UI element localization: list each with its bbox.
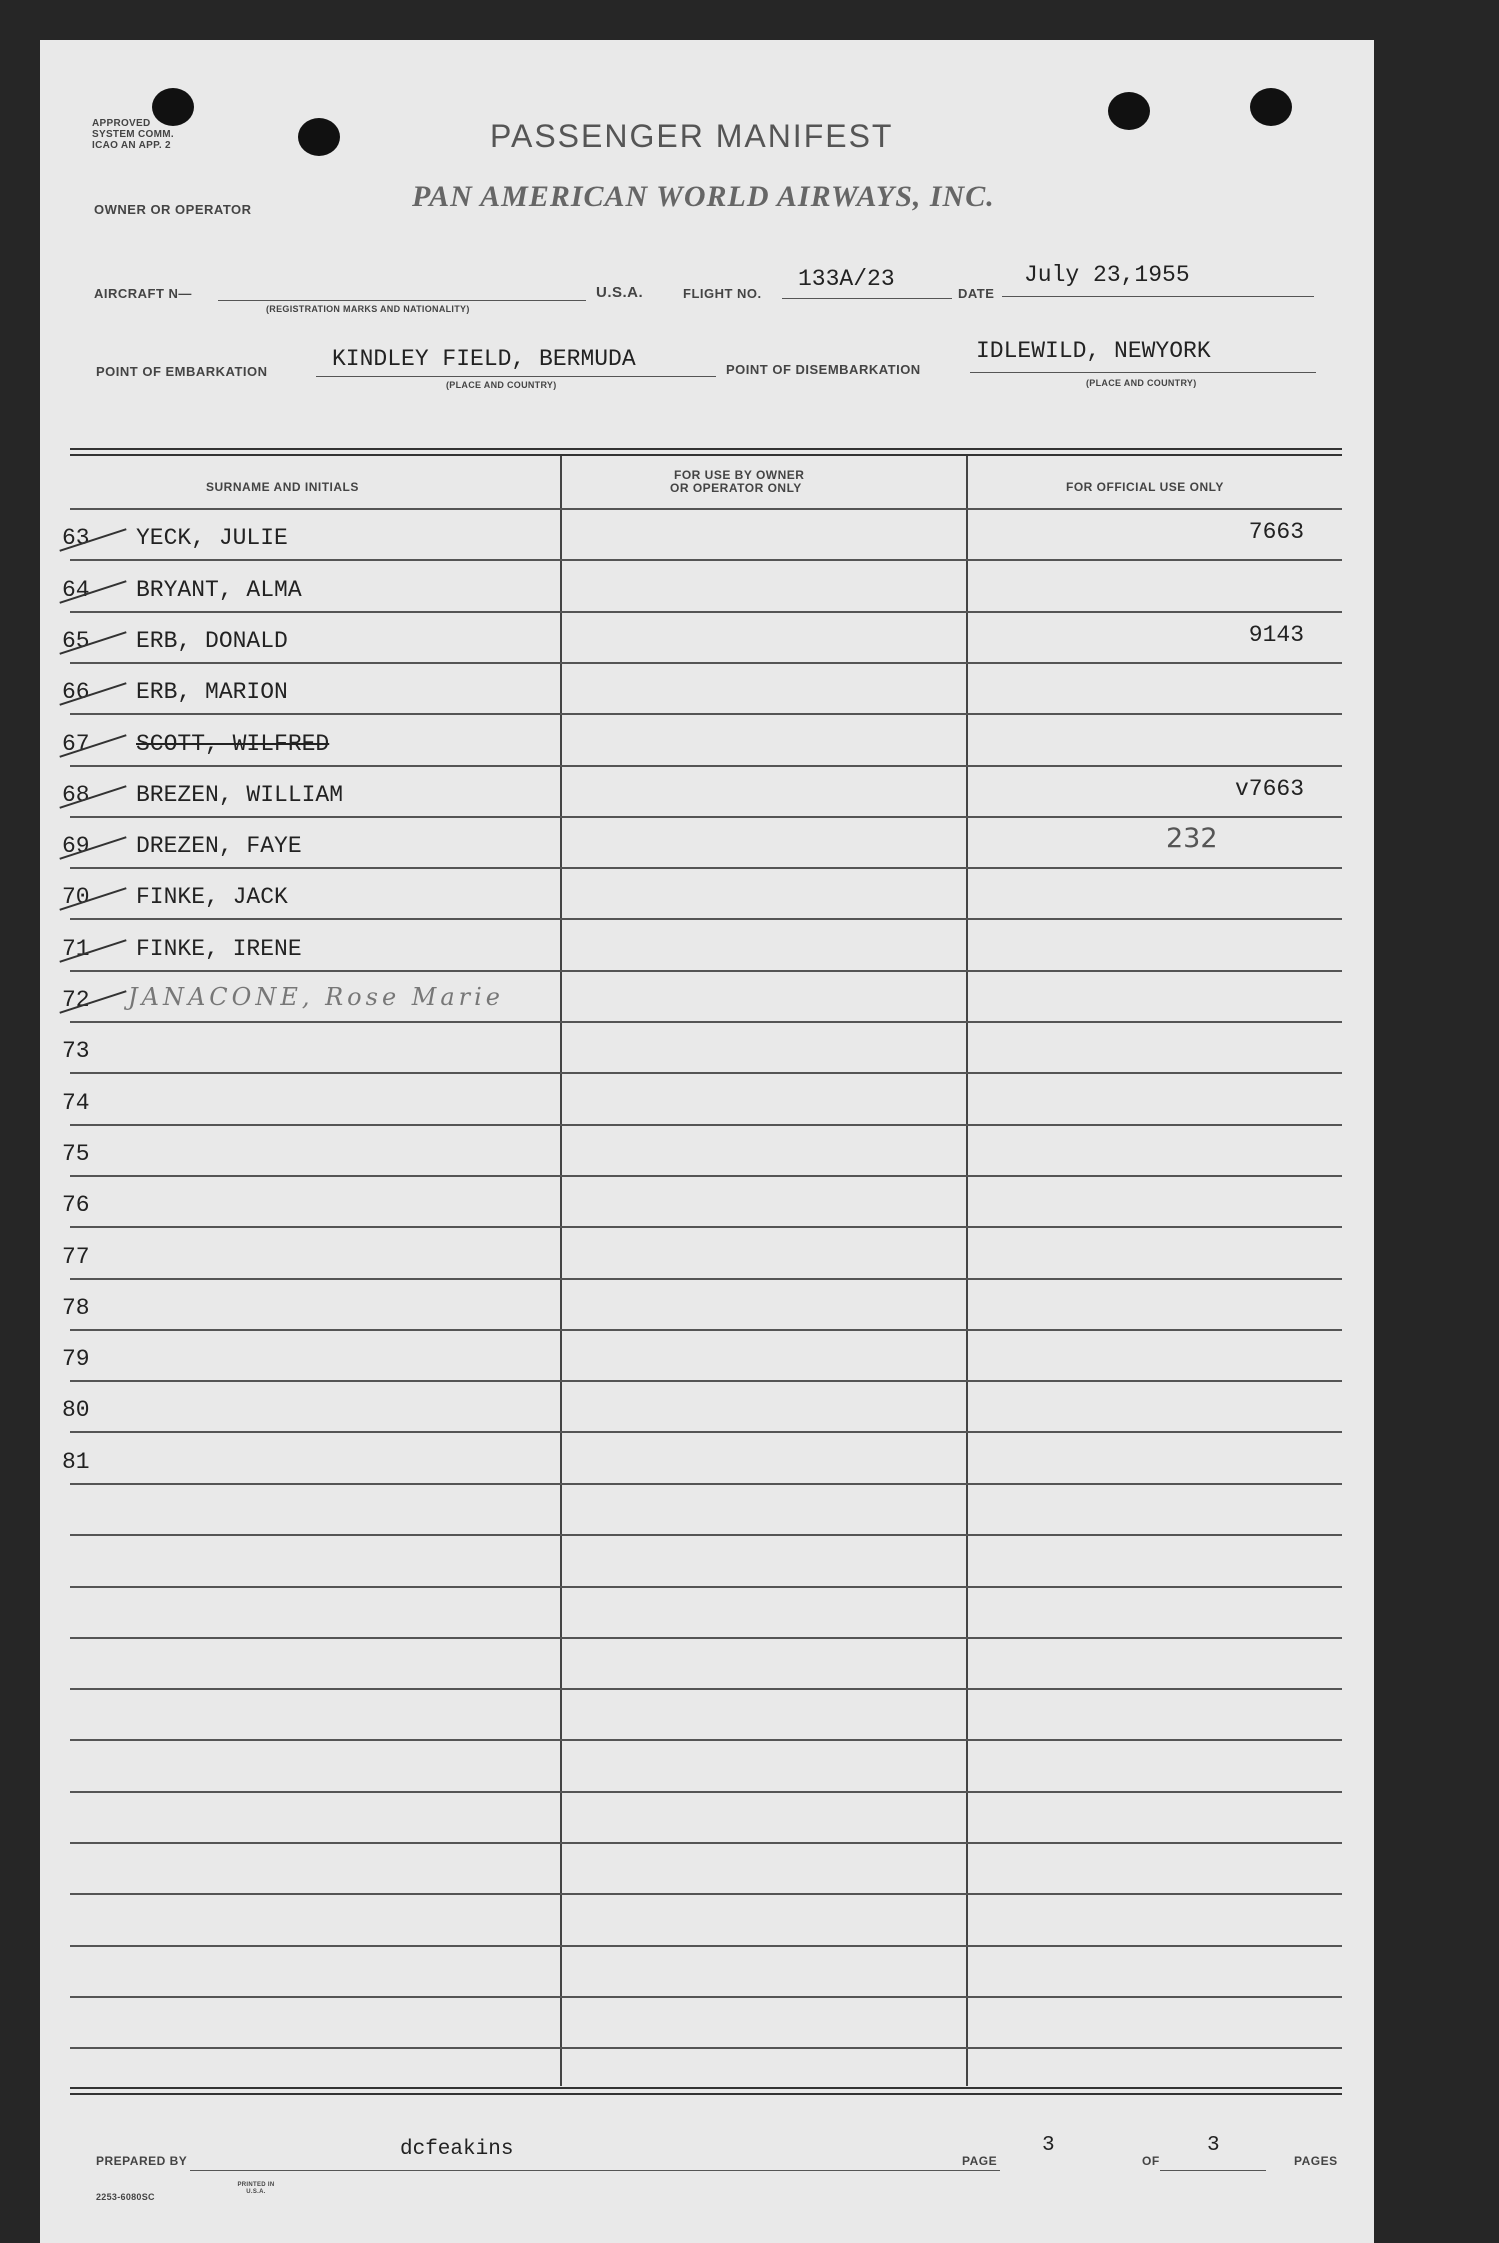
flight-date: July 23,1955 [1024, 262, 1190, 288]
passenger-name: FINKE, JACK [136, 884, 288, 910]
row-number: 65 [62, 628, 90, 654]
row-line [70, 765, 1342, 767]
flight-no-label: FLIGHT NO. [683, 286, 762, 301]
blank-row-line [70, 1893, 1342, 1895]
table-bottom-rule [70, 2087, 1342, 2089]
official-value: 7663 [1248, 519, 1304, 545]
row-number: 69 [62, 833, 90, 859]
header-line [70, 508, 1342, 510]
aircraft-line [218, 300, 586, 301]
row-line [70, 867, 1342, 869]
blank-row-line [70, 1688, 1342, 1690]
disembarkation-caption: (PLACE AND COUNTRY) [1086, 378, 1197, 388]
row-line [70, 611, 1342, 613]
row-number: 64 [62, 577, 90, 603]
passenger-name: DREZEN, FAYE [136, 833, 302, 859]
passenger-name: FINKE, IRENE [136, 936, 302, 962]
row-number: 73 [62, 1038, 90, 1064]
registration-caption: (REGISTRATION MARKS AND NATIONALITY) [266, 304, 470, 314]
surname-column-header: SURNAME AND INITIALS [206, 480, 359, 494]
punch-hole [1108, 92, 1150, 130]
passenger-name: ERB, MARION [136, 679, 288, 705]
row-number: 77 [62, 1244, 90, 1270]
flight-line [782, 298, 952, 299]
row-number: 75 [62, 1141, 90, 1167]
row-number: 68 [62, 782, 90, 808]
row-line [70, 713, 1342, 715]
passenger-name: SCOTT, WILFRED [136, 731, 330, 757]
aircraft-label: AIRCRAFT N— [94, 286, 192, 301]
passenger-name: JANACONE, Rose Marie [128, 983, 505, 1011]
date-line [1002, 296, 1314, 297]
row-line [70, 1021, 1342, 1023]
row-number: 67 [62, 731, 90, 757]
passenger-name: BRYANT, ALMA [136, 577, 302, 603]
row-line [70, 1226, 1342, 1228]
row-line [70, 1329, 1342, 1331]
row-number: 81 [62, 1449, 90, 1475]
page-number: 3 [1042, 2134, 1055, 2157]
blank-row-line [70, 1791, 1342, 1793]
approved-line: SYSTEM COMM. [92, 129, 174, 140]
disembarkation-label: POINT OF DISEMBARKATION [726, 362, 921, 377]
row-number: 79 [62, 1346, 90, 1372]
passenger-name: YECK, JULIE [136, 525, 288, 551]
blank-row-line [70, 1586, 1342, 1588]
owner-label: OWNER OR OPERATOR [94, 202, 252, 217]
passenger-name: BREZEN, WILLIAM [136, 782, 344, 808]
row-line [70, 1124, 1342, 1126]
blank-row-line [70, 1739, 1342, 1741]
blank-row-line [70, 1534, 1342, 1536]
punch-hole [298, 118, 340, 156]
embarkation-value: KINDLEY FIELD, BERMUDA [332, 346, 636, 372]
page-label: PAGE [962, 2154, 998, 2168]
printed-mark: PRINTED IN U.S.A. [237, 2182, 275, 2195]
embarkation-line [316, 376, 716, 377]
row-line [70, 662, 1342, 664]
document-title: PASSENGER MANIFEST [490, 118, 894, 154]
usa-label: U.S.A. [596, 284, 644, 301]
flight-number: 133A/23 [798, 266, 895, 292]
approved-block [92, 118, 174, 151]
row-line [70, 1278, 1342, 1280]
row-number: 63 [62, 525, 90, 551]
embarkation-caption: (PLACE AND COUNTRY) [446, 380, 557, 390]
row-number: 78 [62, 1295, 90, 1321]
official-value: 232 [1166, 823, 1218, 854]
of-label: OF [1142, 2154, 1160, 2168]
disembarkation-value: IDLEWILD, NEWYORK [976, 338, 1211, 364]
row-line [70, 1431, 1342, 1433]
row-line [70, 1483, 1342, 1485]
blank-row-line [70, 1637, 1342, 1639]
pages-label: PAGES [1294, 2154, 1338, 2168]
table-bottom-rule [70, 2093, 1342, 2095]
date-label: DATE [958, 286, 995, 301]
row-number: 70 [62, 884, 90, 910]
embarkation-label: POINT OF EMBARKATION [96, 364, 268, 379]
row-line [70, 1380, 1342, 1382]
owner-use-header: FOR USE BY OWNER [674, 468, 805, 482]
row-line [70, 918, 1342, 920]
row-number: 80 [62, 1397, 90, 1423]
blank-row-line [70, 1996, 1342, 1998]
prepared-by: dcfeakins [400, 2138, 514, 2161]
row-line [70, 1175, 1342, 1177]
company-name: PAN AMERICAN WORLD AIRWAYS, INC. [412, 180, 995, 213]
row-line [70, 559, 1342, 561]
official-use-header: FOR OFFICIAL USE ONLY [1066, 480, 1224, 494]
owner-use-header: OR OPERATOR ONLY [670, 481, 802, 495]
official-value: v7663 [1234, 776, 1304, 802]
disembarkation-line [970, 372, 1316, 373]
total-pages: 3 [1207, 2134, 1220, 2157]
punch-hole [1250, 88, 1292, 126]
blank-row-line [70, 2047, 1342, 2049]
row-number: 76 [62, 1192, 90, 1218]
row-number: 66 [62, 679, 90, 705]
row-number: 74 [62, 1090, 90, 1116]
official-value: 9143 [1248, 622, 1304, 648]
pages-line [1160, 2170, 1266, 2171]
passenger-name: ERB, DONALD [136, 628, 288, 654]
prepared-line [190, 2170, 1000, 2171]
row-line [70, 970, 1342, 972]
table-top-rule [70, 448, 1342, 450]
approved-line: ICAO AN APP. 2 [92, 140, 171, 151]
blank-row-line [70, 1842, 1342, 1844]
row-line [70, 1072, 1342, 1074]
row-line [70, 816, 1342, 818]
form-number: 2253-6080SC [96, 2192, 155, 2202]
prepared-label: PREPARED BY [96, 2154, 188, 2168]
approved-line: APPROVED [92, 118, 151, 129]
row-number: 72 [62, 987, 90, 1013]
manifest-page [40, 40, 1374, 2243]
blank-row-line [70, 1945, 1342, 1947]
row-number: 71 [62, 936, 90, 962]
table-top-rule [70, 454, 1342, 456]
